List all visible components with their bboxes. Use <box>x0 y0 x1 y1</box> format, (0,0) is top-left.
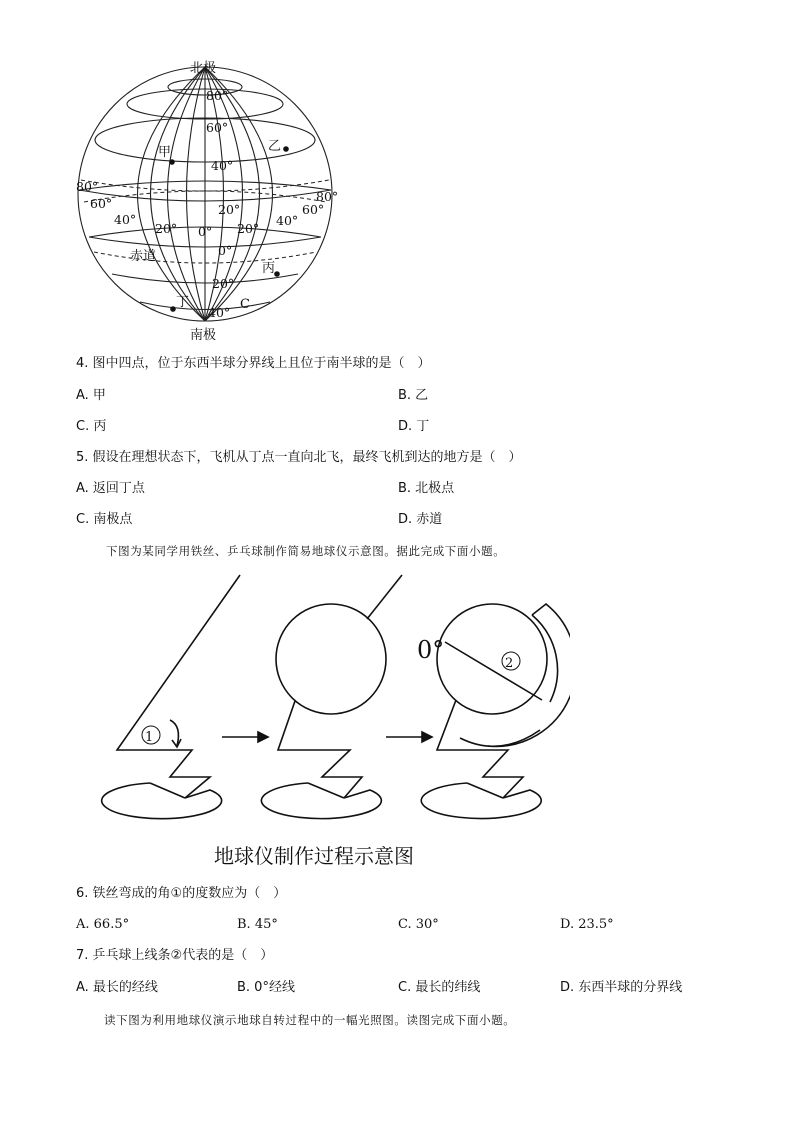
label-ding: 丁 <box>176 295 190 310</box>
q5-option-d[interactable]: D. 赤道 <box>398 512 443 527</box>
point-bing <box>274 271 280 277</box>
label-jia: 甲 <box>158 145 172 160</box>
lon-label: 80° <box>76 179 99 194</box>
q5-option-b[interactable]: B. 北极点 <box>398 481 455 496</box>
lon-label: 80° <box>316 189 339 204</box>
q7-option-d[interactable]: D. 东西半球的分界线 <box>560 980 683 995</box>
q7-option-b[interactable]: B. 0°经线 <box>237 980 295 995</box>
point-ding <box>170 306 176 312</box>
lat-label: 0° <box>218 243 233 258</box>
intro-text-2: 读下图为利用地球仪演示地球自转过程中的一幅光照图。读图完成下面小题。 <box>104 1013 516 1027</box>
q4-option-d[interactable]: D. 丁 <box>398 419 430 434</box>
q5-option-a[interactable]: A. 返回丁点 <box>76 481 145 496</box>
line-2 <box>445 642 542 700</box>
q4-stem: 4. 图中四点，位于东西半球分界线上且位于南半球的是（ ） <box>76 356 431 371</box>
lat-label: 60° <box>206 120 229 135</box>
ball-stage-3 <box>437 604 547 714</box>
lat-label: 40° <box>208 305 231 320</box>
process-figure <box>80 570 570 830</box>
q5-stem: 5. 假设在理想状态下，飞机从丁点一直向北飞，最终飞机到达的地方是（ ） <box>76 450 522 465</box>
label-c: C <box>240 297 250 312</box>
lon-label: 60° <box>90 196 113 211</box>
label-north-pole: 北极 <box>190 61 217 76</box>
lon-label: 40° <box>114 212 137 227</box>
globe-diagram <box>60 52 360 347</box>
q4-option-c[interactable]: C. 丙 <box>76 419 107 434</box>
lat-label: 20° <box>218 202 241 217</box>
q6-option-a[interactable]: A. 66.5° <box>76 917 130 932</box>
q7-stem: 7. 乒乓球上线条②代表的是（ ） <box>76 948 274 963</box>
q6-stem: 6. 铁丝弯成的角①的度数应为（ ） <box>76 886 287 901</box>
label-equator: 赤道 <box>130 249 157 264</box>
lon-label: 20° <box>237 221 260 236</box>
line-mark-2: 2 <box>505 656 514 671</box>
q5-option-c[interactable]: C. 南极点 <box>76 512 133 527</box>
q6-option-b[interactable]: B. 45° <box>237 917 278 932</box>
lon-label: 20° <box>155 221 178 236</box>
q6-option-d[interactable]: D. 23.5° <box>560 917 614 932</box>
point-jia <box>169 159 175 165</box>
ball-stage-2 <box>276 604 386 714</box>
q7-option-c[interactable]: C. 最长的纬线 <box>398 980 481 995</box>
lon-label: 40° <box>276 213 299 228</box>
q4-option-a[interactable]: A. 甲 <box>76 388 106 403</box>
lat-label: 20° <box>212 276 235 291</box>
zero-degree-label: 0° <box>417 636 445 664</box>
angle-mark-1: 1 <box>145 730 154 745</box>
q7-option-a[interactable]: A. 最长的经线 <box>76 980 158 995</box>
q4-option-b[interactable]: B. 乙 <box>398 388 429 403</box>
lon-label: 60° <box>302 202 325 217</box>
wire-stage-1 <box>117 575 240 798</box>
process-caption: 地球仪制作过程示意图 <box>214 844 414 868</box>
point-yi <box>283 146 289 152</box>
process-diagram <box>80 570 570 830</box>
lon-label: 0° <box>198 224 213 239</box>
label-south-pole: 南极 <box>190 328 217 343</box>
label-yi: 乙 <box>268 139 282 154</box>
lat-label: 80° <box>206 88 229 103</box>
globe-figure <box>60 52 360 347</box>
q6-option-c[interactable]: C. 30° <box>398 917 439 932</box>
label-bing: 丙 <box>262 261 276 276</box>
lat-label: 40° <box>211 158 234 173</box>
intro-text-1: 下图为某同学用铁丝、乒乓球制作简易地球仪示意图。据此完成下面小题。 <box>106 544 506 558</box>
